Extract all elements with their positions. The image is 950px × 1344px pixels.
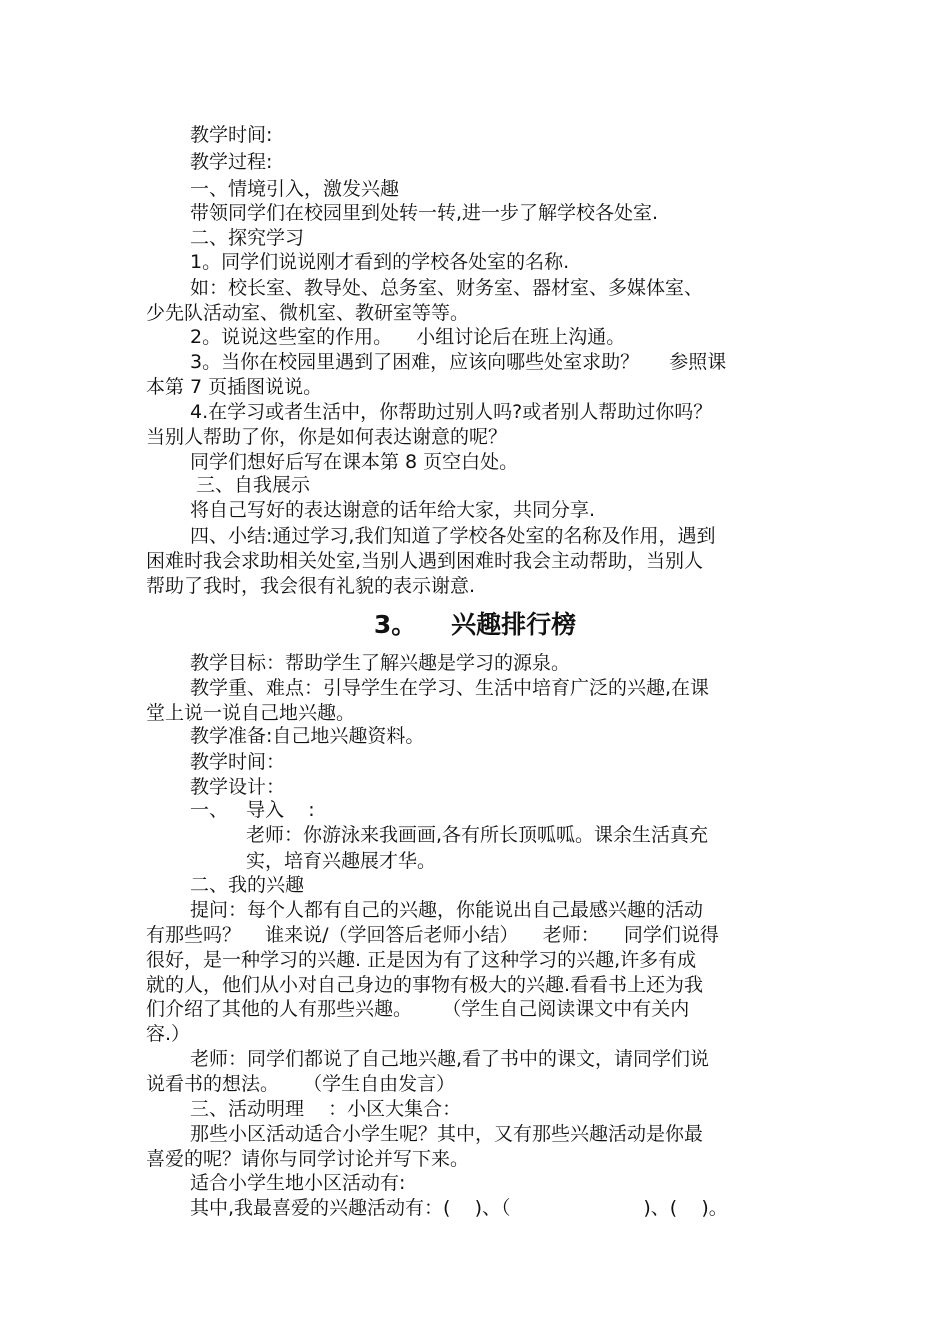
text-line: 教学重、难点：引导学生在学习、生活中培育广泛的兴趣,在课	[190, 677, 710, 699]
text-line: 教学目标：帮助学生了解兴趣是学习的源泉。	[190, 652, 571, 674]
text-line: 二、我的兴趣	[190, 874, 305, 896]
text-line: 容.）	[146, 1023, 191, 1045]
text-line: 2。说说这些室的作用。 小组讨论后在班上沟通。	[190, 326, 626, 348]
text-line: 喜爱的呢？请你与同学讨论并写下来。	[146, 1148, 470, 1170]
text-line: 三、自我展示	[190, 474, 311, 496]
text-line: 教学时间：	[190, 751, 286, 773]
text-line: 本第 7 页插图说说。	[146, 376, 323, 398]
text-line: 堂上说一说自己地兴趣。	[146, 702, 356, 724]
text-line: 少先队活动室、微机室、教研室等等。	[146, 302, 470, 324]
text-line: 适合小学生地小区活动有:	[190, 1172, 406, 1194]
text-line: 3。当你在校园里遇到了困难，应该向哪些处室求助？ 参照课	[190, 351, 727, 373]
text-line: 四、小结:通过学习,我们知道了学校各处室的名称及作用，遇到	[190, 525, 716, 547]
text-line: 三、活动明理 ：小区大集合：	[190, 1098, 462, 1120]
text-line: 就的人，他们从小对自己身边的事物有极大的兴趣.看看书上还为我	[146, 974, 704, 996]
text-line: 1。同学们说说刚才看到的学校各处室的名称.	[190, 251, 570, 273]
text-line: 困难时我会求助相关处室,当别人遇到困难时我会主动帮助，当别人	[146, 550, 704, 572]
text-line: 教学时间:	[190, 124, 273, 146]
text-line: 一、 导入 :	[190, 799, 315, 821]
text-line: 帮助了我时，我会很有礼貌的表示谢意.	[146, 575, 476, 597]
text-line: 提问：每个人都有自己的兴趣，你能说出自己最感兴趣的活动	[190, 899, 704, 921]
text-line: 一、情境引入，激发兴趣	[190, 178, 400, 200]
text-line: 那些小区活动适合小学生呢？其中，又有那些兴趣活动是你最	[190, 1123, 704, 1145]
text-line: 老师：你游泳来我画画,各有所长顶呱呱。课余生活真充	[246, 824, 709, 846]
text-line: 其中,我最喜爱的兴趣活动有：( )、（ )、( )。	[190, 1197, 728, 1219]
text-line: 教学过程:	[190, 151, 273, 173]
text-line: 二、探究学习	[190, 227, 305, 249]
text-line: 4.在学习或者生活中，你帮助过别人吗?或者别人帮助过你吗？	[190, 401, 713, 423]
text-line: 很好，是一种学习的兴趣. 正是因为有了这种学习的兴趣,许多有成	[146, 949, 697, 971]
text-line: 当别人帮助了你，你是如何表达谢意的呢？	[146, 426, 508, 448]
text-line: 如：校长室、教导处、总务室、财务室、器材室、多媒体室、	[190, 277, 704, 299]
text-line: 说看书的想法。 （学生自由发言）	[146, 1073, 456, 1095]
text-line: 有那些吗？ 谁来说/（学回答后老师小结） 老师： 同学们说得	[146, 924, 719, 946]
text-line: 教学设计：	[190, 776, 286, 798]
text-line: 老师：同学们都说了自己地兴趣,看了书中的课文，请同学们说	[190, 1048, 710, 1070]
section-heading: 3。 兴趣排行榜	[373, 610, 577, 639]
text-line: 将自己写好的表达谢意的话年给大家，共同分享.	[190, 499, 596, 521]
text-line: 们介绍了其他的人有那些兴趣。 （学生自己阅读课文中有关内	[146, 998, 690, 1020]
text-line: 教学准备:自己地兴趣资料。	[190, 725, 425, 747]
text-line: 带领同学们在校园里到处转一转,进一步了解学校各处室.	[190, 202, 659, 224]
text-line: 实，培育兴趣展才华。	[246, 850, 437, 872]
text-line: 同学们想好后写在课本第 8 页空白处。	[190, 451, 519, 473]
